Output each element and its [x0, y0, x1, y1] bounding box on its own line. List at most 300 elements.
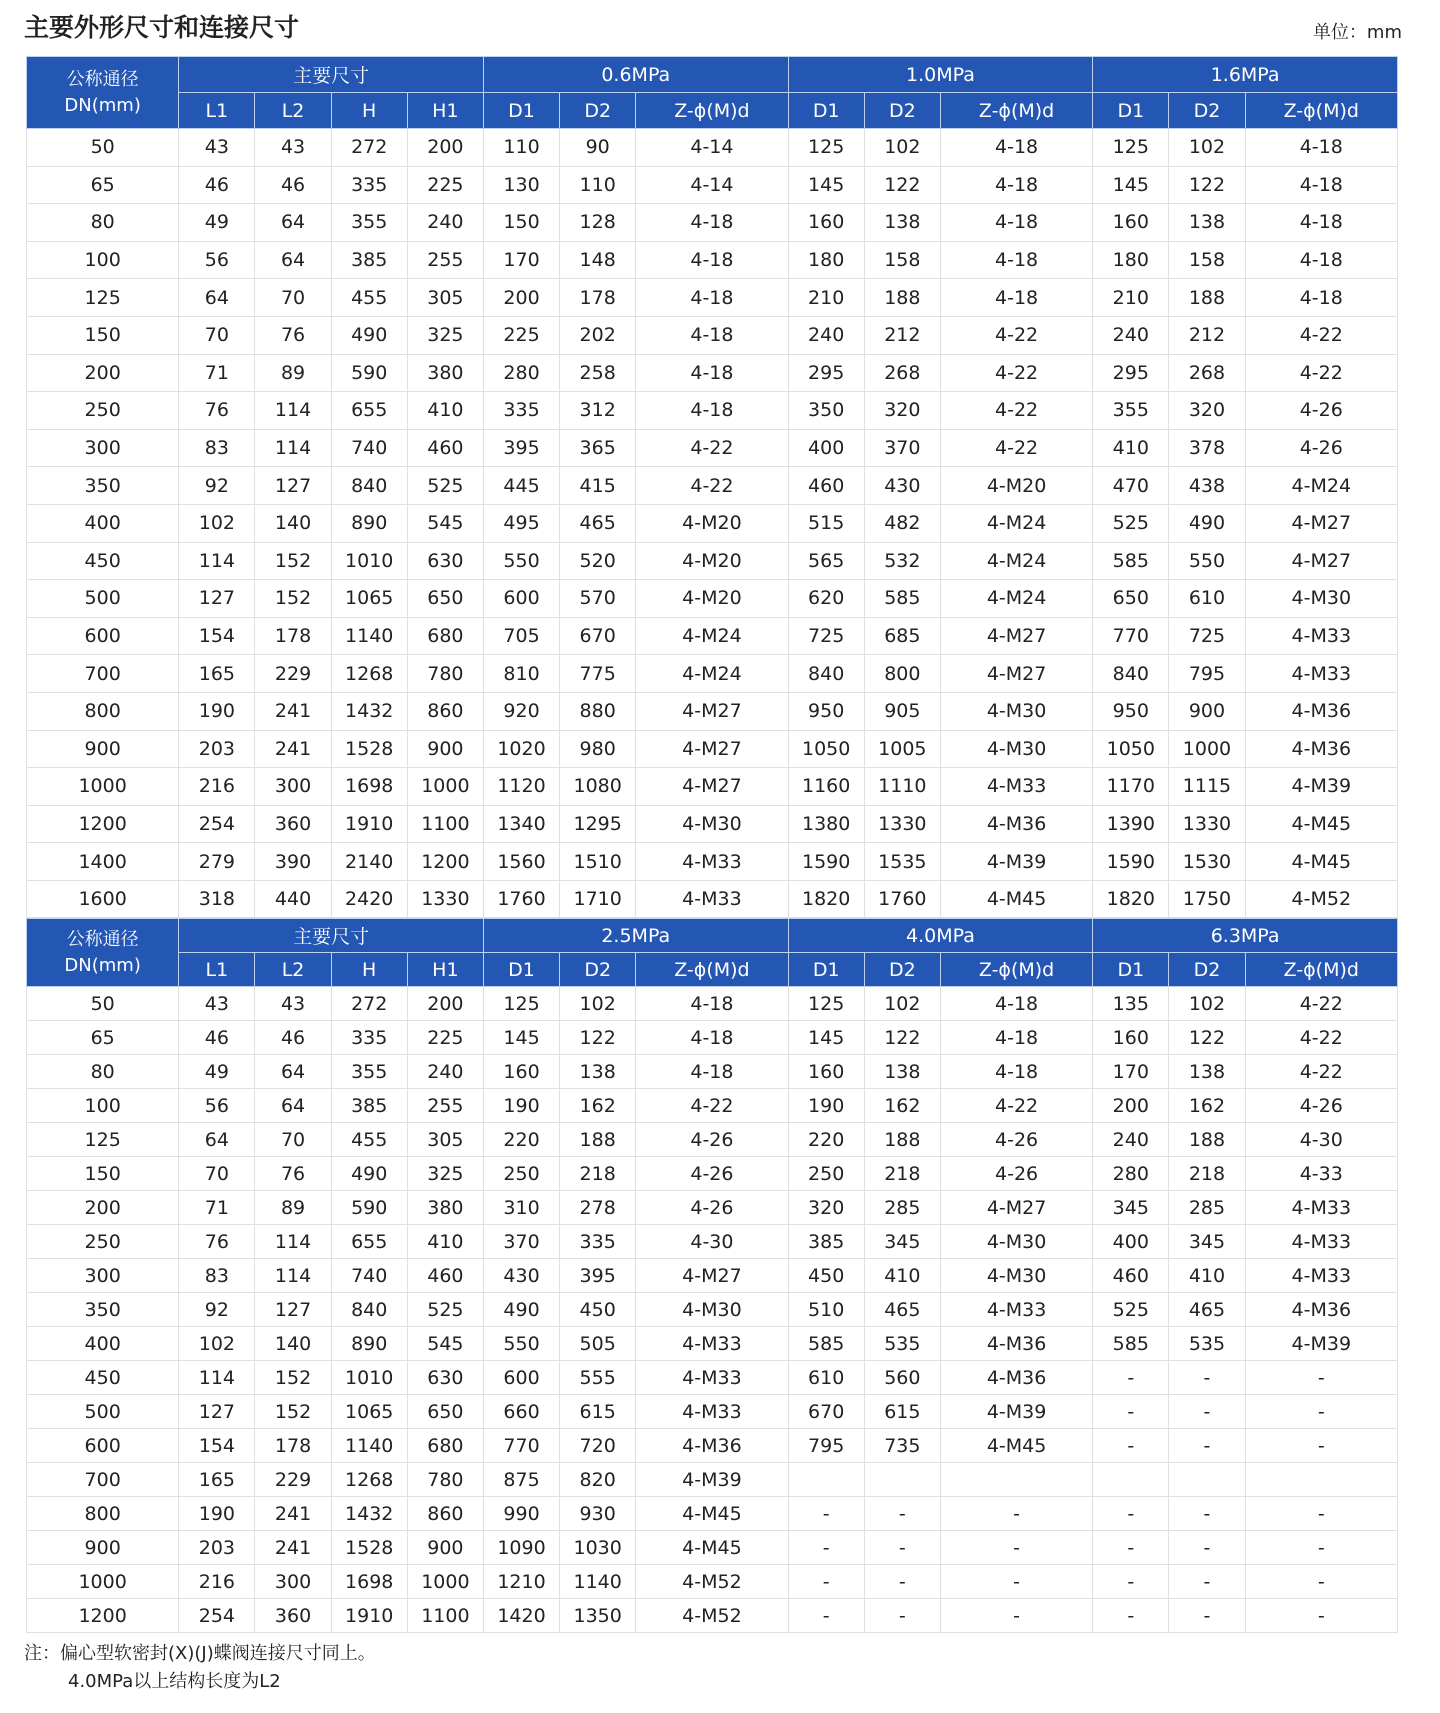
table-cell: 355	[1093, 392, 1169, 430]
dn-header-line2: DN(mm)	[64, 94, 141, 116]
table-cell: 4-M33	[636, 1327, 788, 1361]
table-cell: 1432	[331, 692, 407, 730]
table-cell: 4-18	[1245, 166, 1397, 204]
table-cell: -	[864, 1531, 940, 1565]
table-cell: 320	[1169, 392, 1245, 430]
table-cell: 280	[1093, 1157, 1169, 1191]
table-cell: -	[864, 1599, 940, 1633]
table-cell: 250	[27, 392, 179, 430]
table-cell: 4-M45	[636, 1497, 788, 1531]
table-cell: 4-18	[940, 279, 1092, 317]
table-cell: 385	[331, 241, 407, 279]
table-cell: 4-M30	[1245, 580, 1397, 618]
table-cell: 565	[788, 542, 864, 580]
table-cell: 4-26	[940, 1157, 1092, 1191]
table-cell: 700	[27, 1463, 179, 1497]
table-cell: 1268	[331, 1463, 407, 1497]
table-cell: 980	[560, 730, 636, 768]
table-cell: 122	[1169, 166, 1245, 204]
table-cell: 272	[331, 987, 407, 1021]
table-cell: 515	[788, 504, 864, 542]
table-cell: 440	[255, 880, 331, 918]
table-cell: 4-26	[1245, 1089, 1397, 1123]
table-cell: 890	[331, 504, 407, 542]
table-cell: 4-M36	[940, 1361, 1092, 1395]
col-header: D1	[1093, 93, 1169, 129]
table-cell: 102	[179, 1327, 255, 1361]
table-cell: 545	[407, 504, 483, 542]
table-cell: 1065	[331, 580, 407, 618]
table-cell: 4-M45	[1245, 843, 1397, 881]
table-cell: 76	[255, 1157, 331, 1191]
table-cell: 122	[1169, 1021, 1245, 1055]
table-cell: 70	[179, 1157, 255, 1191]
table-cell: 170	[1093, 1055, 1169, 1089]
table-row	[27, 467, 1398, 505]
table-cell: 125	[788, 129, 864, 167]
table-cell: 64	[255, 1089, 331, 1123]
table-cell: 160	[1093, 204, 1169, 242]
table-cell: 400	[27, 504, 179, 542]
table-cell: 1330	[864, 805, 940, 843]
table-cell: 76	[255, 316, 331, 354]
table-cell: 92	[179, 467, 255, 505]
table-cell: 138	[864, 204, 940, 242]
table-cell: 4-26	[636, 1123, 788, 1157]
col-header: H	[331, 93, 407, 129]
table-cell: 4-22	[1245, 316, 1397, 354]
table-cell: -	[1169, 1497, 1245, 1531]
table-cell: 4-M24	[636, 617, 788, 655]
dimension-table-high-pressure	[26, 918, 1398, 1633]
table-cell: 4-26	[636, 1191, 788, 1225]
table-cell: 400	[27, 1327, 179, 1361]
table-cell: 335	[483, 392, 559, 430]
table-cell: 1090	[483, 1531, 559, 1565]
table-cell: 1390	[1093, 805, 1169, 843]
table-cell: 4-M39	[940, 843, 1092, 881]
table-cell: 1528	[331, 730, 407, 768]
table-cell: 4-M27	[940, 655, 1092, 693]
table-cell: 178	[255, 1429, 331, 1463]
table-cell: 380	[407, 1191, 483, 1225]
table-cell: 900	[1169, 692, 1245, 730]
table-cell: 300	[27, 1259, 179, 1293]
table-cell: -	[788, 1531, 864, 1565]
pressure-header: 0.6MPa	[483, 57, 788, 93]
table-cell: 725	[1169, 617, 1245, 655]
table-cell: 128	[560, 204, 636, 242]
table-cell: 180	[1093, 241, 1169, 279]
table-cell: 525	[407, 1293, 483, 1327]
table-cell: 1160	[788, 768, 864, 806]
table-cell: 56	[179, 1089, 255, 1123]
table-row	[27, 1259, 1398, 1293]
col-header: Z-ϕ(M)d	[1245, 93, 1397, 129]
table-row	[27, 1463, 1398, 1497]
table-row	[27, 730, 1398, 768]
table-cell: 800	[864, 655, 940, 693]
table-row	[27, 987, 1398, 1021]
table-cell: 500	[27, 1395, 179, 1429]
table-cell: 152	[255, 580, 331, 618]
table-row	[27, 1565, 1398, 1599]
table-cell: 158	[1169, 241, 1245, 279]
table-cell: 272	[331, 129, 407, 167]
table-cell: 650	[407, 580, 483, 618]
table-cell: 370	[483, 1225, 559, 1259]
table-cell: 4-33	[1245, 1157, 1397, 1191]
table-cell: 1115	[1169, 768, 1245, 806]
dn-header-line1: 公称通径	[66, 928, 139, 950]
table-cell: 4-M39	[1245, 768, 1397, 806]
table-cell: 4-M33	[1245, 617, 1397, 655]
table-cell: 162	[1169, 1089, 1245, 1123]
table-cell: 360	[255, 1599, 331, 1633]
table-cell: -	[1169, 1565, 1245, 1599]
table-cell: 4-M39	[940, 1395, 1092, 1429]
table-cell: 150	[27, 1157, 179, 1191]
table-cell: 114	[255, 429, 331, 467]
table-cell: 43	[255, 987, 331, 1021]
table-cell: 4-18	[940, 241, 1092, 279]
table-cell: 240	[1093, 1123, 1169, 1157]
table-cell: 4-M33	[940, 1293, 1092, 1327]
table-cell: 305	[407, 279, 483, 317]
table-cell: 46	[179, 1021, 255, 1055]
table-cell: 4-M33	[1245, 1191, 1397, 1225]
col-header: L1	[179, 93, 255, 129]
table-cell: 740	[331, 1259, 407, 1293]
table-cell: 670	[560, 617, 636, 655]
table-cell: 145	[483, 1021, 559, 1055]
col-header: H1	[407, 953, 483, 987]
table-cell: 1110	[864, 768, 940, 806]
table-cell: 650	[1093, 580, 1169, 618]
table-cell: 71	[179, 1191, 255, 1225]
table-cell: 345	[864, 1225, 940, 1259]
table-cell: -	[1093, 1599, 1169, 1633]
col-header: H	[331, 953, 407, 987]
table-cell: 145	[1093, 166, 1169, 204]
table-cell: 840	[788, 655, 864, 693]
table-cell: 450	[27, 542, 179, 580]
table-cell: 410	[407, 1225, 483, 1259]
table-cell: 615	[864, 1395, 940, 1429]
table-cell: 320	[788, 1191, 864, 1225]
table-cell	[940, 1463, 1092, 1497]
table-cell: 216	[179, 768, 255, 806]
table-cell: 520	[560, 542, 636, 580]
table-cell: 655	[331, 1225, 407, 1259]
table-cell: 127	[179, 580, 255, 618]
table-cell: 76	[179, 392, 255, 430]
table-cell: 4-M30	[940, 1225, 1092, 1259]
table-cell: 1005	[864, 730, 940, 768]
table-cell: 725	[788, 617, 864, 655]
table-cell: 555	[560, 1361, 636, 1395]
table-cell: 390	[255, 843, 331, 881]
table-cell: 770	[1093, 617, 1169, 655]
table-cell: 1910	[331, 805, 407, 843]
table-cell: 4-22	[940, 1089, 1092, 1123]
pressure-header: 2.5MPa	[483, 919, 788, 953]
table-cell: 162	[864, 1089, 940, 1123]
table-cell: 83	[179, 1259, 255, 1293]
table-cell: 100	[27, 241, 179, 279]
table-cell: 460	[788, 467, 864, 505]
table-cell: 4-22	[1245, 987, 1397, 1021]
table-cell: 102	[864, 129, 940, 167]
table-row	[27, 279, 1398, 317]
table-cell: 64	[255, 1055, 331, 1089]
table-cell: 1210	[483, 1565, 559, 1599]
table-cell: 50	[27, 987, 179, 1021]
table-cell: 395	[483, 429, 559, 467]
table-cell: 570	[560, 580, 636, 618]
dn-header	[27, 57, 179, 129]
table-cell: 1140	[560, 1565, 636, 1599]
table-cell: 1010	[331, 1361, 407, 1395]
col-header: D1	[483, 93, 559, 129]
table-row	[27, 1055, 1398, 1089]
table-body	[27, 987, 1398, 1633]
table-cell: 385	[788, 1225, 864, 1259]
table-cell: 1140	[331, 617, 407, 655]
table-cell: 125	[483, 987, 559, 1021]
table-cell: 1600	[27, 880, 179, 918]
table-cell: 550	[483, 542, 559, 580]
table-cell: 900	[27, 730, 179, 768]
table-cell: 225	[483, 316, 559, 354]
table-cell: 4-22	[1245, 354, 1397, 392]
table-cell: 254	[179, 1599, 255, 1633]
table-cell: 4-M45	[940, 1429, 1092, 1463]
table-cell: 4-M33	[1245, 655, 1397, 693]
table-cell: 285	[1169, 1191, 1245, 1225]
col-header: H1	[407, 93, 483, 129]
table-cell: 190	[179, 1497, 255, 1531]
table-cell: 203	[179, 1531, 255, 1565]
table-cell: 1000	[407, 768, 483, 806]
table-cell: 43	[255, 129, 331, 167]
table-cell: 350	[788, 392, 864, 430]
table-cell: 4-M27	[940, 617, 1092, 655]
table-row	[27, 542, 1398, 580]
table-cell: 1535	[864, 843, 940, 881]
table-cell: 490	[331, 316, 407, 354]
table-cell: 400	[1093, 1225, 1169, 1259]
table-cell: 1200	[407, 843, 483, 881]
table-cell: 216	[179, 1565, 255, 1599]
table-cell: 1140	[331, 1429, 407, 1463]
table-cell: 685	[864, 617, 940, 655]
table-cell: 495	[483, 504, 559, 542]
table-cell: 450	[560, 1293, 636, 1327]
table-cell: 1380	[788, 805, 864, 843]
table-body	[27, 129, 1398, 918]
table-cell: 4-18	[636, 316, 788, 354]
table-cell: 188	[1169, 279, 1245, 317]
table-cell: 190	[483, 1089, 559, 1123]
table-cell: 860	[407, 692, 483, 730]
table-cell: 154	[179, 617, 255, 655]
table-cell: 318	[179, 880, 255, 918]
table-cell: 1590	[788, 843, 864, 881]
table-cell: 438	[1169, 467, 1245, 505]
table-cell: 258	[560, 354, 636, 392]
table-cell: 490	[483, 1293, 559, 1327]
table-cell: 70	[255, 1123, 331, 1157]
col-header: D1	[788, 93, 864, 129]
table-cell: 460	[1093, 1259, 1169, 1293]
table-cell: 203	[179, 730, 255, 768]
col-header: D2	[560, 953, 636, 987]
table-cell: -	[940, 1497, 1092, 1531]
table-cell: 590	[331, 354, 407, 392]
table-cell: 400	[788, 429, 864, 467]
table-cell: 1760	[483, 880, 559, 918]
table-cell: 210	[1093, 279, 1169, 317]
pressure-header: 1.0MPa	[788, 57, 1093, 93]
table-row	[27, 1191, 1398, 1225]
table-row	[27, 1327, 1398, 1361]
table-cell: 1330	[407, 880, 483, 918]
table-cell: 110	[560, 166, 636, 204]
table-cell: 140	[255, 1327, 331, 1361]
table-cell: 1030	[560, 1531, 636, 1565]
table-cell: -	[940, 1531, 1092, 1565]
table-cell: 2140	[331, 843, 407, 881]
table-cell: -	[1093, 1497, 1169, 1531]
table-cell: 1050	[788, 730, 864, 768]
table-cell: 1400	[27, 843, 179, 881]
table-cell: 4-M39	[636, 1463, 788, 1497]
table-cell: 4-M52	[1245, 880, 1397, 918]
table-cell: 89	[255, 1191, 331, 1225]
pressure-header: 1.6MPa	[1093, 57, 1398, 93]
table-cell: 4-M27	[1245, 542, 1397, 580]
table-cell: 4-M33	[636, 880, 788, 918]
table-cell: 127	[255, 1293, 331, 1327]
table-cell: 650	[407, 1395, 483, 1429]
table-cell: 4-M20	[636, 580, 788, 618]
table-cell: 1100	[407, 1599, 483, 1633]
table-cell: 880	[560, 692, 636, 730]
table-cell: 630	[407, 1361, 483, 1395]
table-cell: 585	[788, 1327, 864, 1361]
table-cell: 268	[864, 354, 940, 392]
table-cell: 1530	[1169, 843, 1245, 881]
table-cell: 305	[407, 1123, 483, 1157]
table-cell: 250	[483, 1157, 559, 1191]
table-cell: 4-18	[940, 1021, 1092, 1055]
main-dims-header: 主要尺寸	[179, 919, 484, 953]
table-cell: 212	[1169, 316, 1245, 354]
table-cell: -	[864, 1497, 940, 1531]
table-cell: 410	[864, 1259, 940, 1293]
table-cell: 160	[1093, 1021, 1169, 1055]
table-cell	[1245, 1463, 1397, 1497]
table-cell: 160	[483, 1055, 559, 1089]
table-cell: 1910	[331, 1599, 407, 1633]
table-row	[27, 1429, 1398, 1463]
table-cell: 4-22	[1245, 1021, 1397, 1055]
col-header: D2	[864, 93, 940, 129]
table-cell: 65	[27, 166, 179, 204]
table-cell: 600	[483, 1361, 559, 1395]
table-cell: -	[1245, 1361, 1397, 1395]
table-cell: 4-18	[940, 204, 1092, 242]
table-cell: 1698	[331, 768, 407, 806]
table-cell: 180	[788, 241, 864, 279]
table-row	[27, 429, 1398, 467]
table-cell: 1698	[331, 1565, 407, 1599]
table-cell: 114	[255, 392, 331, 430]
table-cell: 1340	[483, 805, 559, 843]
notes	[24, 1640, 376, 1696]
table-cell: 1000	[27, 1565, 179, 1599]
table-cell: 1050	[1093, 730, 1169, 768]
table-cell: 188	[1169, 1123, 1245, 1157]
table-cell: -	[1245, 1565, 1397, 1599]
col-header: Z-ϕ(M)d	[636, 93, 788, 129]
table-cell: 138	[1169, 204, 1245, 242]
table-cell: 490	[1169, 504, 1245, 542]
table-cell: 4-M36	[940, 1327, 1092, 1361]
table-cell: 355	[331, 1055, 407, 1089]
table-cell: 190	[788, 1089, 864, 1123]
table-cell: 4-18	[636, 204, 788, 242]
table-cell: 4-M27	[940, 1191, 1092, 1225]
table-cell: 312	[560, 392, 636, 430]
table-cell: 345	[1169, 1225, 1245, 1259]
table-cell: 770	[483, 1429, 559, 1463]
table-cell: 250	[788, 1157, 864, 1191]
table-cell: 300	[255, 768, 331, 806]
table-cell: 4-18	[636, 392, 788, 430]
table-cell: 240	[788, 316, 864, 354]
table-cell: 4-M33	[636, 1395, 788, 1429]
table-cell: 1820	[788, 880, 864, 918]
table-cell: 70	[255, 279, 331, 317]
table-cell: 4-M45	[940, 880, 1092, 918]
table-cell: 460	[407, 429, 483, 467]
table-cell: 46	[255, 166, 331, 204]
table-cell: 165	[179, 655, 255, 693]
table-cell: 1200	[27, 805, 179, 843]
table-cell: 4-22	[940, 429, 1092, 467]
table-cell: 4-26	[1245, 392, 1397, 430]
table-cell: 102	[1169, 987, 1245, 1021]
table-cell: 125	[788, 987, 864, 1021]
table-cell: 500	[27, 580, 179, 618]
table-cell: 1170	[1093, 768, 1169, 806]
table-cell: 4-22	[940, 392, 1092, 430]
col-header: Z-ϕ(M)d	[636, 953, 788, 987]
table-cell: 295	[788, 354, 864, 392]
table-cell: 152	[255, 1361, 331, 1395]
table-cell: 200	[27, 1191, 179, 1225]
table-cell: 1350	[560, 1599, 636, 1633]
table-cell: 64	[179, 1123, 255, 1157]
table-cell: 218	[1169, 1157, 1245, 1191]
table-cell: 795	[1169, 655, 1245, 693]
table-cell: 365	[560, 429, 636, 467]
table-cell: 920	[483, 692, 559, 730]
table-cell: 65	[27, 1021, 179, 1055]
table-cell: 1510	[560, 843, 636, 881]
